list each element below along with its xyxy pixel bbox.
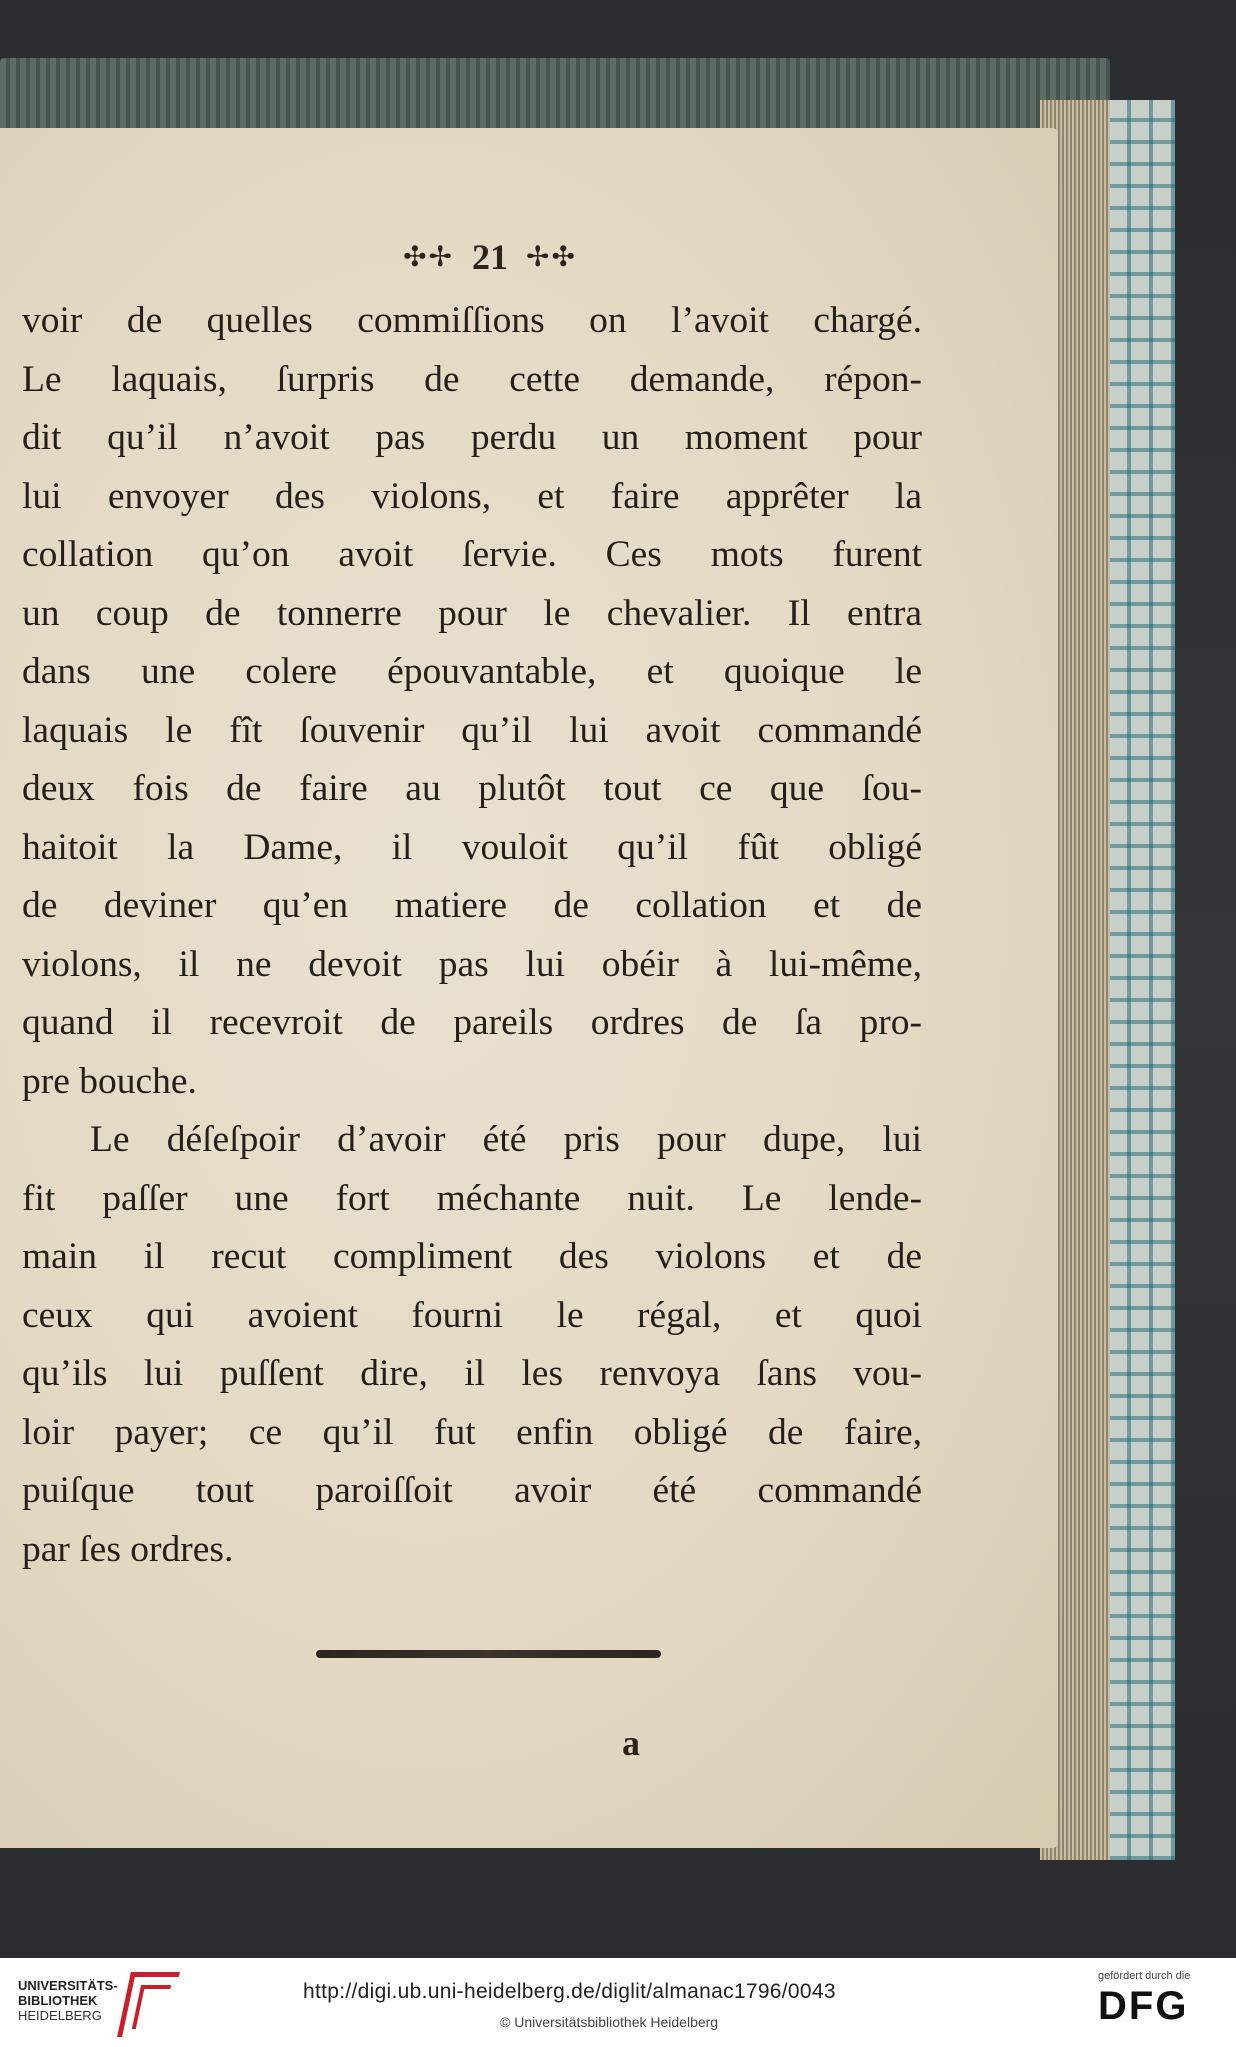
text-line: deux fois de faire au plutôt tout ce que ſou-	[22, 768, 922, 809]
text-line: puiſque tout paroiſſoit avoir été commandé	[22, 1470, 922, 1511]
section-rule	[316, 1650, 661, 1658]
ornament-right-icon: ✢✣	[526, 242, 577, 273]
text-line: Le laquais, ſurpris de cette demande, répon-	[22, 358, 922, 400]
library-name-line3: HEIDELBERG	[18, 2008, 102, 2023]
signature-mark: a	[622, 1723, 640, 1763]
copyright-text: © Universitätsbibliothek Heidelberg	[500, 2014, 719, 2030]
text-line: laquais le fît ſouvenir qu’il lui avoit commandé	[22, 709, 922, 751]
library-name-line2: BIBLIOTHEK	[18, 1993, 98, 2008]
text-line: dit qu’il n’avoit pas perdu un moment pour	[22, 417, 922, 458]
viewer-footer	[0, 1958, 1236, 2047]
text-line: loir payer; ce qu’il fut enfin obligé de faire,	[22, 1411, 922, 1453]
text-line: un coup de tonnerre pour le chevalier. Il entra	[22, 592, 922, 634]
text-line: voir de quelles commiſſions on l’avoit chargé.	[22, 300, 922, 341]
text-line: de deviner qu’en matiere de collation et de	[22, 885, 922, 926]
text-line: par ſes ordres.	[22, 1528, 234, 1570]
text-line: haitoit la Dame, il vouloit qu’il fût obligé	[22, 826, 922, 868]
dfg-logo[interactable]	[1098, 1970, 1228, 2040]
funded-by-text: gefördert durch die	[1098, 1970, 1191, 1982]
text-line: quand il recevroit de pareils ordres de ſa pro-	[22, 1002, 922, 1043]
page-header	[340, 232, 640, 282]
text-line: collation qu’on avoit ſervie. Ces mots furent	[22, 534, 922, 575]
paragraph-1	[22, 292, 922, 1111]
text-line: main il recut compliment des violons et de	[22, 1236, 922, 1277]
text-line: lui envoyer des violons, et faire apprêter la	[22, 475, 922, 517]
text-line: violons, il ne devoit pas lui obéir à lui-même,	[22, 943, 922, 985]
page-number: 21	[472, 237, 508, 277]
dfg-logo-text: DFG	[1098, 1984, 1189, 2028]
text-line: qu’ils lui puſſent dire, il les renvoya ſans vou-	[22, 1353, 922, 1394]
ornament-left-icon: ✣✢	[403, 242, 454, 273]
text-line: pre bouche.	[22, 1060, 197, 1102]
text-line: dans une colere épouvantable, et quoique le	[22, 651, 922, 692]
library-name-line1: UNIVERSITÄTS-	[18, 1978, 118, 1993]
text-line: Le déſeſpoir d’avoir été pris pour dupe, lui	[90, 1119, 922, 1160]
paragraph-2	[22, 1111, 922, 1579]
text-line: fit paſſer une fort méchante nuit. Le lende-	[22, 1177, 922, 1219]
page-text	[22, 292, 922, 1579]
text-line: ceux qui avoient fourni le régal, et quoi	[22, 1294, 922, 1336]
permalink-link[interactable]: http://digi.ub.uni-heidelberg.de/diglit/almanac1796/0043	[303, 1980, 836, 2003]
